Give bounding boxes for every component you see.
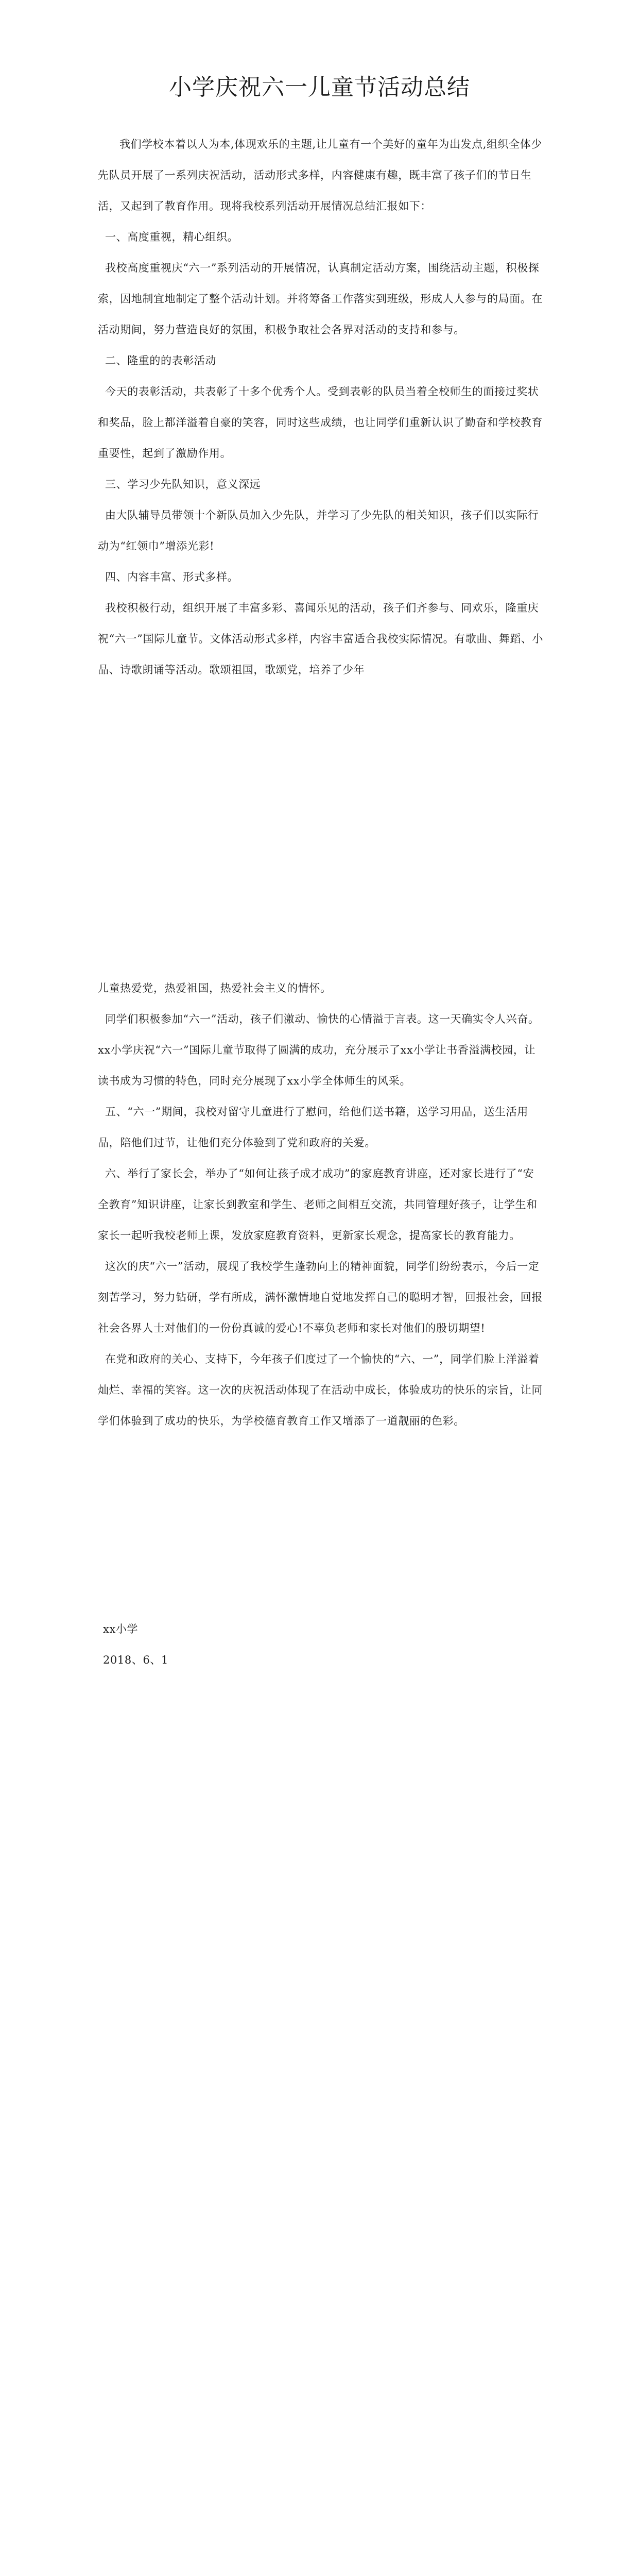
paragraph-continuation: 儿童热爱党，热爱祖国，热爱社会主义的情怀。 [98, 982, 332, 994]
paragraph: 我校高度重视庆“六一”系列活动的开展情况，认真制定活动方案，围绕活动主题，积极探索，因地制宜地制定了整个活动计划。并将筹备工作落实到班级，形成人人参与的局面。在活动期间，努力营造良好的氛围，积极争取社会各界对活动的支持和参与。 [98, 262, 543, 336]
paragraph: 今天的表彰活动，共表彰了十多个优秀个人。受到表彰的队员当着全校师生的面接过奖状和奖品，脸上都洋溢着自豪的笑容，同时这些成绩，也让同学们重新认识了勤奋和学校教育重要性，起到了激励作用。 [98, 385, 543, 460]
signature-school: xx小学 [103, 1623, 139, 1635]
paragraph: 由大队辅导员带领十个新队员加入少先队，并学习了少先队的相关知识，孩子们以实际行动为“红领巾”增添光彩! [98, 509, 539, 552]
paragraph: 同学们积极参加“六一”活动，孩子们激动、愉快的心情溢于言表。这一天确实令人兴奋。xx小学庆祝“六一”国际儿童节取得了圆满的成功，充分展示了xx小学让书香溢满校园，让读书成为习惯的特色，同时充分展现了xx小学全体师生的风采。 [98, 1013, 540, 1087]
section-heading-5: 五、“六一”期间，我校对留守儿童进行了慰问，给他们送书籍，送学习用品，送生活用品，陪他们过节，让他们充分体验到了党和政府的关爱。 [98, 1106, 528, 1149]
section-heading-2: 二、隆重的的表彰活动 [105, 354, 216, 367]
document-title: 小学庆祝六一儿童节活动总结 [169, 74, 470, 100]
section-heading-6: 六、举行了家长会，举办了“如何让孩子成才成功”的家庭教育讲座，还对家长进行了“安全教育”知识讲座，让家长到教室和学生、老师之间相互交流，共同管理好孩子，让学生和家长一起听我校老师上课，发放家庭教育资料，更新家长观念，提高家长的教育能力。 [98, 1167, 538, 1242]
paragraph: 我校积极行动，组织开展了丰富多彩、喜闻乐见的活动，孩子们齐参与、同欢乐，隆重庆祝“六一”国际儿童节。文体活动形式多样，内容丰富适合我校实际情况。有歌曲、舞蹈、小品、诗歌朗诵等活动。歌颂祖国，歌颂党，培养了少年 [98, 602, 544, 676]
closing-paragraph: 在党和政府的关心、支持下，今年孩子们度过了一个愉快的“六、一”，同学们脸上洋溢着灿烂、幸福的笑容。这一次的庆祝活动体现了在活动中成长，体验成功的快乐的宗旨，让同学们体验到了成功的快乐，为学校德育教育工作又增添了一道靓丽的色彩。 [98, 1353, 543, 1427]
body-section-2 [98, 973, 545, 1436]
section-heading-3: 三、学习少先队知识，意义深远 [105, 478, 261, 490]
section-heading-4: 四、内容丰富、形式多样。 [105, 571, 239, 583]
paragraph: 这次的庆“六一”活动，展现了我校学生蓬勃向上的精神面貌，同学们纷纷表示，今后一定刻苦学习，努力钻研，学有所成，满怀激情地自觉地发挥自己的聪明才智，回报社会，回报社会各界人士对他们的一份份真诚的爱心!不辜负老师和家长对他们的殷切期望! [98, 1260, 543, 1334]
intro-paragraph: 我们学校本着以人为本,体现欢乐的主题,让儿童有一个美好的童年为出发点,组织全体少先队员开展了一系列庆祝活动，活动形式多样，内容健康有趣，既丰富了孩子们的节日生活，又起到了教育作用。现将我校系列活动开展情况总结汇报如下： [98, 138, 543, 212]
section-heading-1: 一、高度重视，精心组织。 [105, 231, 239, 243]
signature-date: 2018、6、1 [103, 1654, 168, 1666]
body-section-1 [98, 129, 545, 685]
